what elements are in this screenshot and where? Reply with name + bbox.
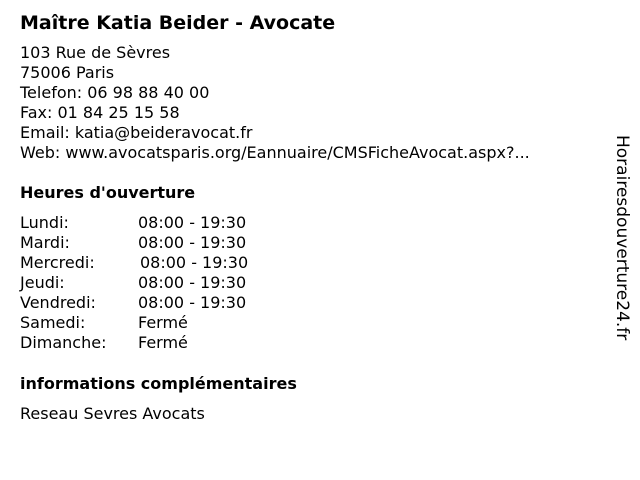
day-label: Dimanche: (20, 333, 107, 352)
city-postal-code: 75006 Paris (20, 63, 115, 82)
day-label: Vendredi: (20, 293, 96, 312)
email-address[interactable]: Email: katia@beideravocat.fr (20, 123, 253, 142)
hours-row-saturday (20, 313, 300, 333)
day-label: Jeudi: (20, 273, 65, 292)
time-value: 08:00 - 19:30 (138, 273, 247, 292)
page-title: Maître Katia Beider - Avocate (20, 12, 336, 34)
website-link[interactable]: Web: www.avocatsparis.org/Eannuaire/CMSFicheAvocat.aspx?... (20, 143, 530, 162)
time-value: Fermé (138, 313, 188, 332)
hours-row-sunday (20, 333, 300, 353)
day-label: Samedi: (20, 313, 86, 332)
time-value: Fermé (138, 333, 188, 352)
day-label: Lundi: (20, 213, 69, 232)
phone-number[interactable]: Telefon: 06 98 88 40 00 (20, 83, 210, 102)
hours-row-wednesday (20, 253, 300, 273)
contact-block (20, 43, 530, 163)
time-value: 08:00 - 19:30 (138, 233, 247, 252)
opening-hours-table (20, 213, 300, 353)
day-label: Mardi: (20, 233, 70, 252)
time-value: 08:00 - 19:30 (138, 293, 247, 312)
fax-number: Fax: 01 84 25 15 58 (20, 103, 180, 122)
site-brand-vertical: Horairesdouverture24.fr (612, 135, 632, 341)
hours-row-friday (20, 293, 300, 313)
day-label: Mercredi: (20, 253, 95, 272)
street-address: 103 Rue de Sèvres (20, 43, 171, 62)
additional-info-text: Reseau Sevres Avocats (20, 404, 205, 423)
time-value: 08:00 - 19:30 (138, 213, 247, 232)
additional-info-heading: informations complémentaires (20, 374, 297, 393)
opening-hours-heading: Heures d'ouverture (20, 183, 196, 202)
hours-row-thursday (20, 273, 300, 293)
time-value: 08:00 - 19:30 (140, 253, 249, 272)
hours-row-monday (20, 213, 300, 233)
hours-row-tuesday (20, 233, 300, 253)
